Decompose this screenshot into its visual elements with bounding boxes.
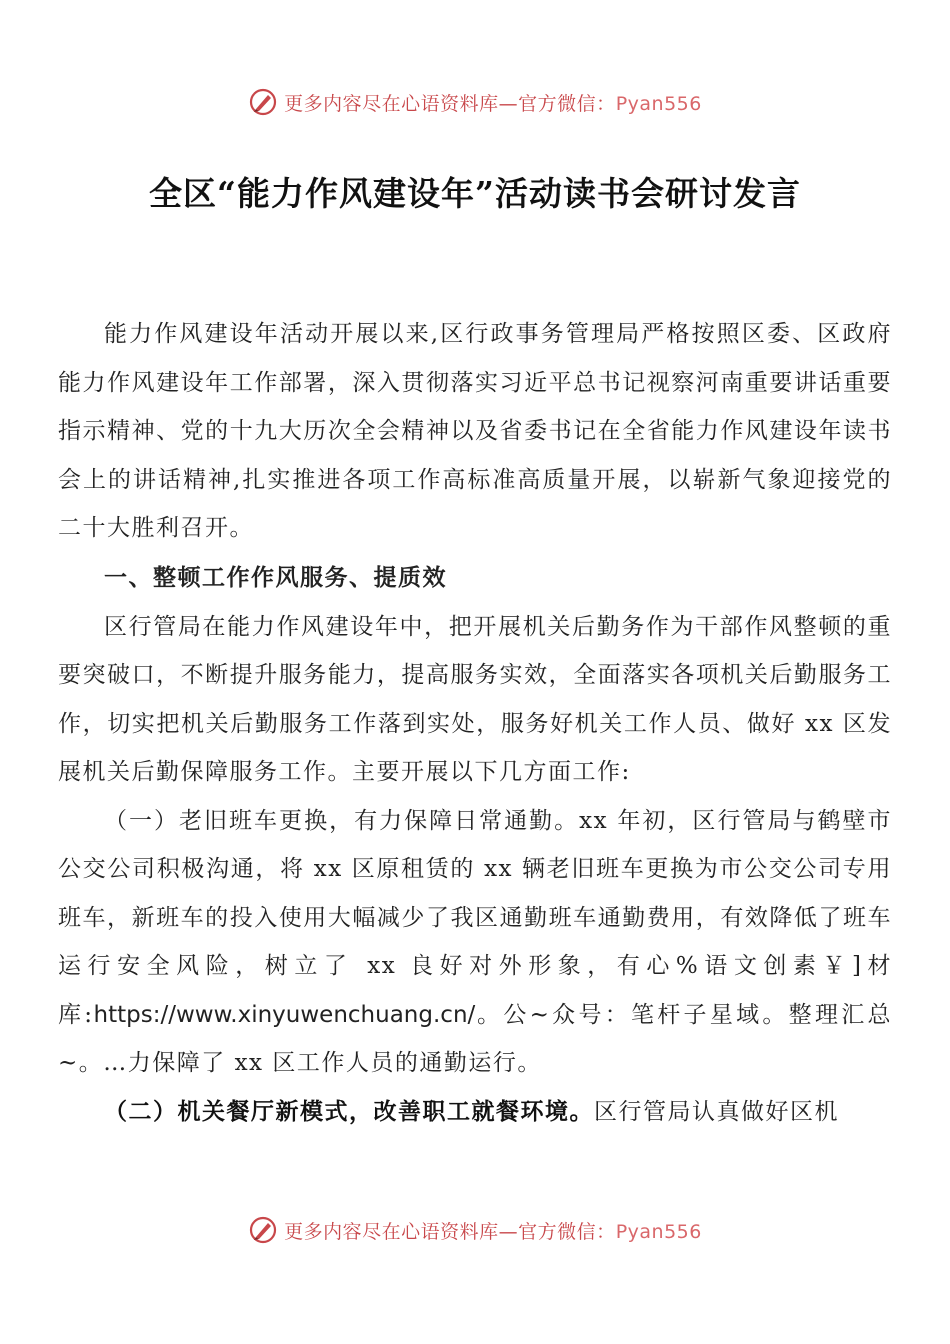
item-2-paragraph [58,1088,892,1137]
item-1-paragraph [58,797,892,1088]
intro-paragraph: 能力作风建设年活动开展以来,区行政事务管理局严格按照区委、区政府能力作风建设年工作部署，深入贯彻落实习近平总书记视察河南重要讲话重要指示精神、党的十九大历次全会精神以及省委书记在全省能力作风建设年读书会上的讲话精神,扎实推进各项工作高标准高质量开展，以崭新气象迎接党的二十大胜利召开。 [58,321,892,541]
document-body [58,310,892,1136]
watermark-text: 更多内容尽在心语资料库—官方微信：Pyan556 [284,92,702,115]
item-2-text: 区行管局认真做好区机 [594,1098,839,1125]
section-1-paragraph: 区行管局在能力作风建设年中，把开展机关后勤务作为干部作风整顿的重要突破口，不断提升服务能力，提高服务实效，全面落实各项机关后勤服务工作，切实把机关后勤服务工作落到实处，服务好机关工作人员、做好 xx 区发展机关后勤保障服务工作。主要开展以下几方面工作: [58,613,892,785]
source-url: https://www.xinyuwenchuang.cn/ [93,1001,476,1028]
item-1-text-a: （一）老旧班车更换，有力保障日常通勤。xx 年初，区行管局与鹤壁市公交公司积极沟通，将 xx 区原租赁的 xx 辆老旧班车更换为市公交公司专用班车，新班车的投入使用大幅减少了我区通勤班车通勤费用，有效降低了班车运行安全风险，树立了 xx 良好对外形象，有心%语文创素￥]材库: [58,807,892,1028]
item-2-heading: （二）机关餐厅新模式，改善职工就餐环境。 [104,1097,594,1125]
item-1-text-b: 。公~众号：笔杆子星域。整理汇总~。…力保障了 xx 区工作人员的通勤运行。 [58,1001,892,1076]
footer-watermark [0,1210,950,1250]
document-title: 全区“能力作风建设年”活动读书会研讨发言 [149,174,801,213]
watermark-text: 更多内容尽在心语资料库—官方微信：Pyan556 [284,1220,702,1243]
pen-logo-icon [248,87,278,117]
header-watermark [0,82,950,122]
pen-logo-icon [248,1215,278,1245]
section-heading-1: 一、整顿工作作风服务、提质效 [104,564,447,591]
